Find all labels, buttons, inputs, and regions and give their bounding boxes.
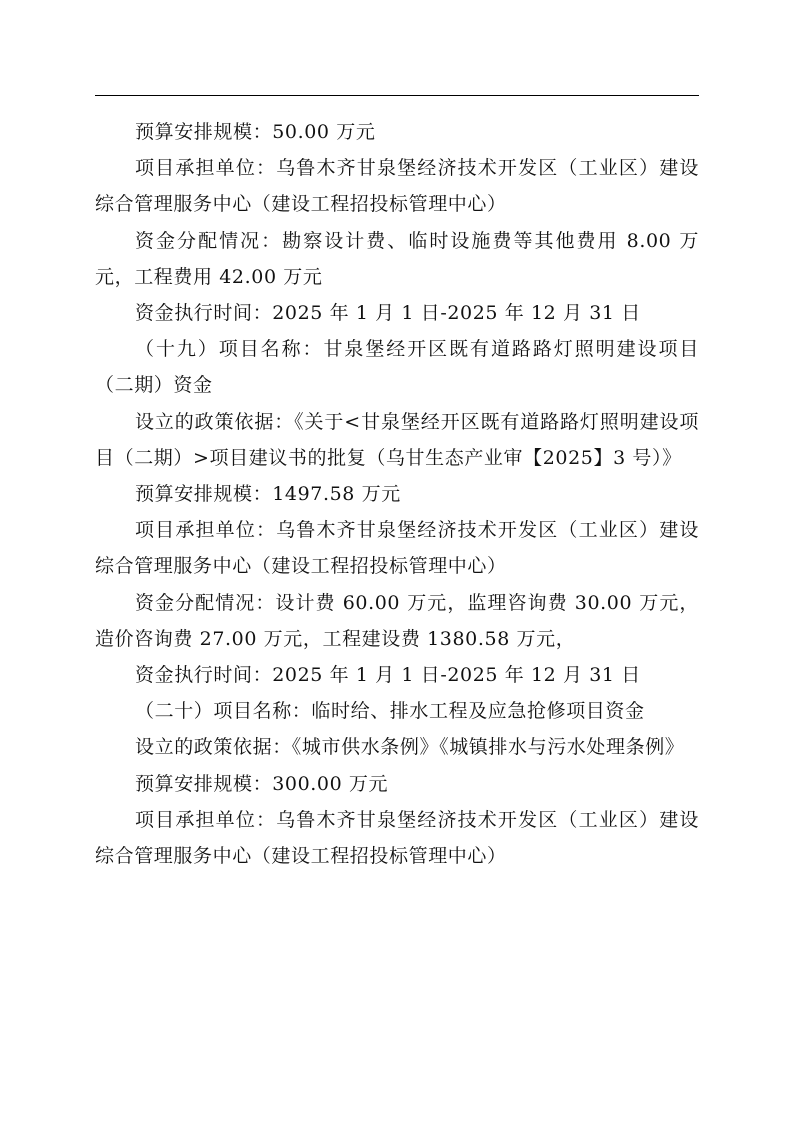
paragraph-undertaking-unit-20: 项目承担单位：乌鲁木齐甘泉堡经济技术开发区（工业区）建设综合管理服务中心（建设工程招投标管理中心）	[95, 808, 699, 868]
paragraph-undertaking-unit-1: 项目承担单位：乌鲁木齐甘泉堡经济技术开发区（工业区）建设综合管理服务中心（建设工程招投标管理中心）	[95, 157, 699, 216]
paragraph-policy-basis-20: 设立的政策依据：《城市供水条例》《城镇排水与污水处理条例》	[135, 736, 685, 759]
paragraph-budget-scale-20: 预算安排规模：300.00 万元	[135, 772, 389, 795]
paragraph-project-name-20: （二十）项目名称：临时给、排水工程及应急抢修项目资金	[135, 700, 645, 723]
header-rule	[95, 95, 699, 96]
paragraph-fund-allocation-19: 资金分配情况：设计费 60.00 万元，监理咨询费 30.00 万元，造价咨询费 27.00 万元，工程建设费 1380.58 万元，	[95, 591, 699, 650]
paragraph-fund-allocation-1: 资金分配情况：勘察设计费、临时设施费等其他费用 8.00 万元，工程费用 42.00 万元	[95, 229, 699, 288]
paragraph-execution-time-1: 资金执行时间：2025 年 1 月 1 日-2025 年 12 月 31 日	[135, 302, 641, 325]
paragraph-policy-basis-19: 设立的政策依据：《关于<甘泉堡经开区既有道路路灯照明建设项目（二期）>项目建议书的批复（乌甘生态产业审【2025】3 号）》	[95, 410, 699, 469]
paragraph-budget-scale-19: 预算安排规模：1497.58 万元	[135, 483, 401, 506]
document-body	[95, 114, 699, 874]
paragraph-project-name-19: （十九）项目名称：甘泉堡经开区既有道路路灯照明建设项目（二期）资金	[95, 338, 699, 397]
paragraph-budget-scale-1: 预算安排规模：50.00 万元	[135, 121, 376, 143]
paragraph-execution-time-19: 资金执行时间：2025 年 1 月 1 日-2025 年 12 月 31 日	[135, 664, 641, 687]
paragraph-undertaking-unit-19: 项目承担单位：乌鲁木齐甘泉堡经济技术开发区（工业区）建设综合管理服务中心（建设工程招投标管理中心）	[95, 519, 699, 578]
